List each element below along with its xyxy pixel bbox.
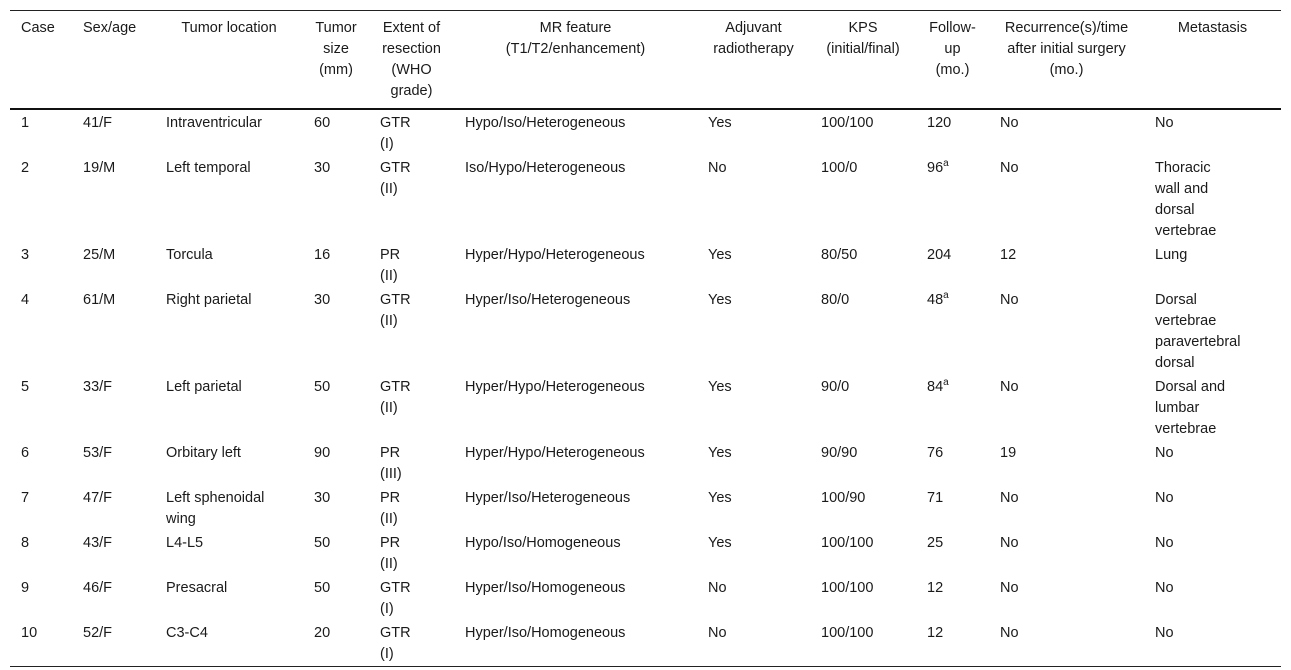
cell-recurrence: 12: [1000, 247, 1017, 263]
cell-follow-up: [916, 576, 989, 621]
cell-case: 1: [21, 115, 30, 131]
cell-tumor-location: Left parietal: [166, 379, 242, 395]
cell-case: 5: [21, 379, 30, 395]
follow-up-value: 96: [927, 160, 944, 176]
follow-up-value: 12: [927, 580, 944, 596]
cell-recurrence: No: [1000, 490, 1019, 506]
cell-adjuvant-radiotherapy: Yes: [708, 379, 732, 395]
cell-kps: 80/50: [821, 247, 858, 263]
cell-metastasis: Thoracic wall and dorsal vertebrae: [1155, 160, 1217, 239]
cell-sex-age: 33/F: [83, 379, 113, 395]
follow-up-footnote-marker: a: [943, 377, 949, 389]
cell-sex-age: 47/F: [83, 490, 113, 506]
cell-extent-of-resection: PR (II): [380, 247, 401, 284]
header-tumor-location: Tumor location: [155, 11, 303, 110]
cell-case: 10: [21, 625, 38, 641]
cell-kps: 100/100: [821, 580, 874, 596]
cell-follow-up: [916, 441, 989, 486]
cell-adjuvant-radiotherapy: Yes: [708, 115, 732, 131]
cell-sex-age: 25/M: [83, 247, 116, 263]
table-body: [10, 109, 1281, 667]
cell-follow-up: [916, 375, 989, 441]
cell-extent-of-resection: GTR (II): [380, 379, 411, 416]
header-kps: KPS (initial/final): [810, 11, 916, 110]
header-recurrence: Recurrence(s)/time after initial surgery (mo.): [989, 11, 1144, 110]
header-case: Case: [10, 11, 72, 110]
cell-tumor-size: 16: [314, 247, 331, 263]
table-row: [10, 288, 1281, 375]
cell-adjuvant-radiotherapy: Yes: [708, 445, 732, 461]
cell-mr-feature: Hypo/Iso/Heterogeneous: [465, 115, 626, 131]
table-row: [10, 486, 1281, 531]
cell-kps: 100/90: [821, 490, 866, 506]
header-metastasis: Metastasis: [1144, 11, 1281, 110]
cell-case: 7: [21, 490, 30, 506]
cell-recurrence: 19: [1000, 445, 1017, 461]
cell-tumor-size: 50: [314, 379, 331, 395]
cell-mr-feature: Hyper/Iso/Homogeneous: [465, 580, 626, 596]
cell-case: 3: [21, 247, 30, 263]
cell-tumor-size: 90: [314, 445, 331, 461]
header-extent-of-resection: Extent of resection (WHO grade): [369, 11, 454, 110]
cell-extent-of-resection: GTR (I): [380, 115, 411, 152]
cell-metastasis: Dorsal vertebrae paravertebral dorsal: [1155, 292, 1241, 371]
cell-follow-up: [916, 288, 989, 375]
table-row: [10, 156, 1281, 243]
header-mr-feature: MR feature (T1/T2/enhancement): [454, 11, 697, 110]
cell-tumor-size: 30: [314, 490, 331, 506]
header-follow-up: Follow- up (mo.): [916, 11, 989, 110]
follow-up-value: 25: [927, 535, 944, 551]
table-row: [10, 375, 1281, 441]
cell-sex-age: 52/F: [83, 625, 113, 641]
follow-up-value: 204: [927, 247, 952, 263]
cell-follow-up: [916, 621, 989, 667]
cell-tumor-location: Intraventricular: [166, 115, 262, 131]
cell-mr-feature: Hypo/Iso/Homogeneous: [465, 535, 621, 551]
cell-metastasis: No: [1155, 445, 1174, 461]
cell-tumor-location: Left temporal: [166, 160, 251, 176]
cell-follow-up: [916, 109, 989, 156]
cell-kps: 100/100: [821, 625, 874, 641]
cell-kps: 100/100: [821, 115, 874, 131]
cell-tumor-location: L4-L5: [166, 535, 204, 551]
cell-case: 9: [21, 580, 30, 596]
cell-adjuvant-radiotherapy: Yes: [708, 292, 732, 308]
cell-mr-feature: Hyper/Iso/Homogeneous: [465, 625, 626, 641]
header-row: [10, 11, 1281, 110]
cell-metastasis: No: [1155, 580, 1174, 596]
cell-metastasis: No: [1155, 535, 1174, 551]
follow-up-footnote-marker: a: [943, 290, 949, 302]
cell-sex-age: 61/M: [83, 292, 116, 308]
cell-metastasis: Dorsal and lumbar vertebrae: [1155, 379, 1226, 437]
cell-tumor-location: Orbitary left: [166, 445, 241, 461]
cell-metastasis: Lung: [1155, 247, 1188, 263]
cell-mr-feature: Hyper/Iso/Heterogeneous: [465, 292, 631, 308]
header-tumor-size: Tumor size (mm): [303, 11, 369, 110]
table-row: [10, 109, 1281, 156]
cell-kps: 100/100: [821, 535, 874, 551]
cell-follow-up: [916, 243, 989, 288]
cell-metastasis: No: [1155, 115, 1174, 131]
cell-kps: 90/0: [821, 379, 850, 395]
follow-up-value: 120: [927, 115, 952, 131]
cell-recurrence: No: [1000, 379, 1019, 395]
cell-recurrence: No: [1000, 580, 1019, 596]
cell-recurrence: No: [1000, 535, 1019, 551]
table-row: [10, 441, 1281, 486]
cell-extent-of-resection: PR (II): [380, 490, 401, 527]
cell-sex-age: 41/F: [83, 115, 113, 131]
cell-kps: 80/0: [821, 292, 850, 308]
cell-mr-feature: Hyper/Iso/Heterogeneous: [465, 490, 631, 506]
cell-kps: 100/0: [821, 160, 858, 176]
case-series-table: [10, 10, 1281, 667]
cell-follow-up: [916, 531, 989, 576]
table-row: [10, 621, 1281, 667]
cell-extent-of-resection: GTR (II): [380, 160, 411, 197]
cell-case: 2: [21, 160, 30, 176]
cell-follow-up: [916, 486, 989, 531]
cell-recurrence: No: [1000, 160, 1019, 176]
cell-adjuvant-radiotherapy: No: [708, 160, 727, 176]
cell-tumor-location: Presacral: [166, 580, 228, 596]
cell-adjuvant-radiotherapy: Yes: [708, 490, 732, 506]
cell-tumor-size: 50: [314, 535, 331, 551]
cell-case: 4: [21, 292, 30, 308]
cell-tumor-size: 30: [314, 160, 331, 176]
cell-kps: 90/90: [821, 445, 858, 461]
cell-adjuvant-radiotherapy: Yes: [708, 247, 732, 263]
cell-tumor-size: 30: [314, 292, 331, 308]
follow-up-value: 71: [927, 490, 944, 506]
cell-mr-feature: Iso/Hypo/Heterogeneous: [465, 160, 626, 176]
cell-case: 8: [21, 535, 30, 551]
header-adjuvant-radiotherapy: Adjuvant radiotherapy: [697, 11, 810, 110]
table-row: [10, 243, 1281, 288]
table-row: [10, 576, 1281, 621]
cell-sex-age: 43/F: [83, 535, 113, 551]
cell-extent-of-resection: GTR (II): [380, 292, 411, 329]
follow-up-footnote-marker: a: [943, 158, 949, 170]
cell-recurrence: No: [1000, 625, 1019, 641]
table-container: [10, 10, 1281, 667]
cell-adjuvant-radiotherapy: No: [708, 580, 727, 596]
cell-mr-feature: Hyper/Hypo/Heterogeneous: [465, 445, 645, 461]
cell-tumor-location: C3-C4: [166, 625, 208, 641]
cell-metastasis: No: [1155, 490, 1174, 506]
cell-extent-of-resection: GTR (I): [380, 625, 411, 662]
cell-tumor-location: Left sphenoidal wing: [166, 490, 265, 527]
follow-up-value: 76: [927, 445, 944, 461]
cell-tumor-size: 50: [314, 580, 331, 596]
cell-adjuvant-radiotherapy: No: [708, 625, 727, 641]
cell-case: 6: [21, 445, 30, 461]
cell-metastasis: No: [1155, 625, 1174, 641]
cell-tumor-location: Torcula: [166, 247, 213, 263]
follow-up-value: 12: [927, 625, 944, 641]
cell-tumor-location: Right parietal: [166, 292, 252, 308]
cell-tumor-size: 20: [314, 625, 331, 641]
cell-mr-feature: Hyper/Hypo/Heterogeneous: [465, 247, 645, 263]
header-sex-age: Sex/age: [72, 11, 155, 110]
cell-adjuvant-radiotherapy: Yes: [708, 535, 732, 551]
follow-up-value: 48: [927, 292, 944, 308]
cell-sex-age: 53/F: [83, 445, 113, 461]
follow-up-value: 84: [927, 379, 944, 395]
cell-extent-of-resection: PR (III): [380, 445, 402, 482]
cell-sex-age: 19/M: [83, 160, 116, 176]
cell-extent-of-resection: PR (II): [380, 535, 401, 572]
cell-recurrence: No: [1000, 115, 1019, 131]
cell-tumor-size: 60: [314, 115, 331, 131]
cell-mr-feature: Hyper/Hypo/Heterogeneous: [465, 379, 645, 395]
cell-extent-of-resection: GTR (I): [380, 580, 411, 617]
cell-recurrence: No: [1000, 292, 1019, 308]
cell-sex-age: 46/F: [83, 580, 113, 596]
cell-follow-up: [916, 156, 989, 243]
table-row: [10, 531, 1281, 576]
